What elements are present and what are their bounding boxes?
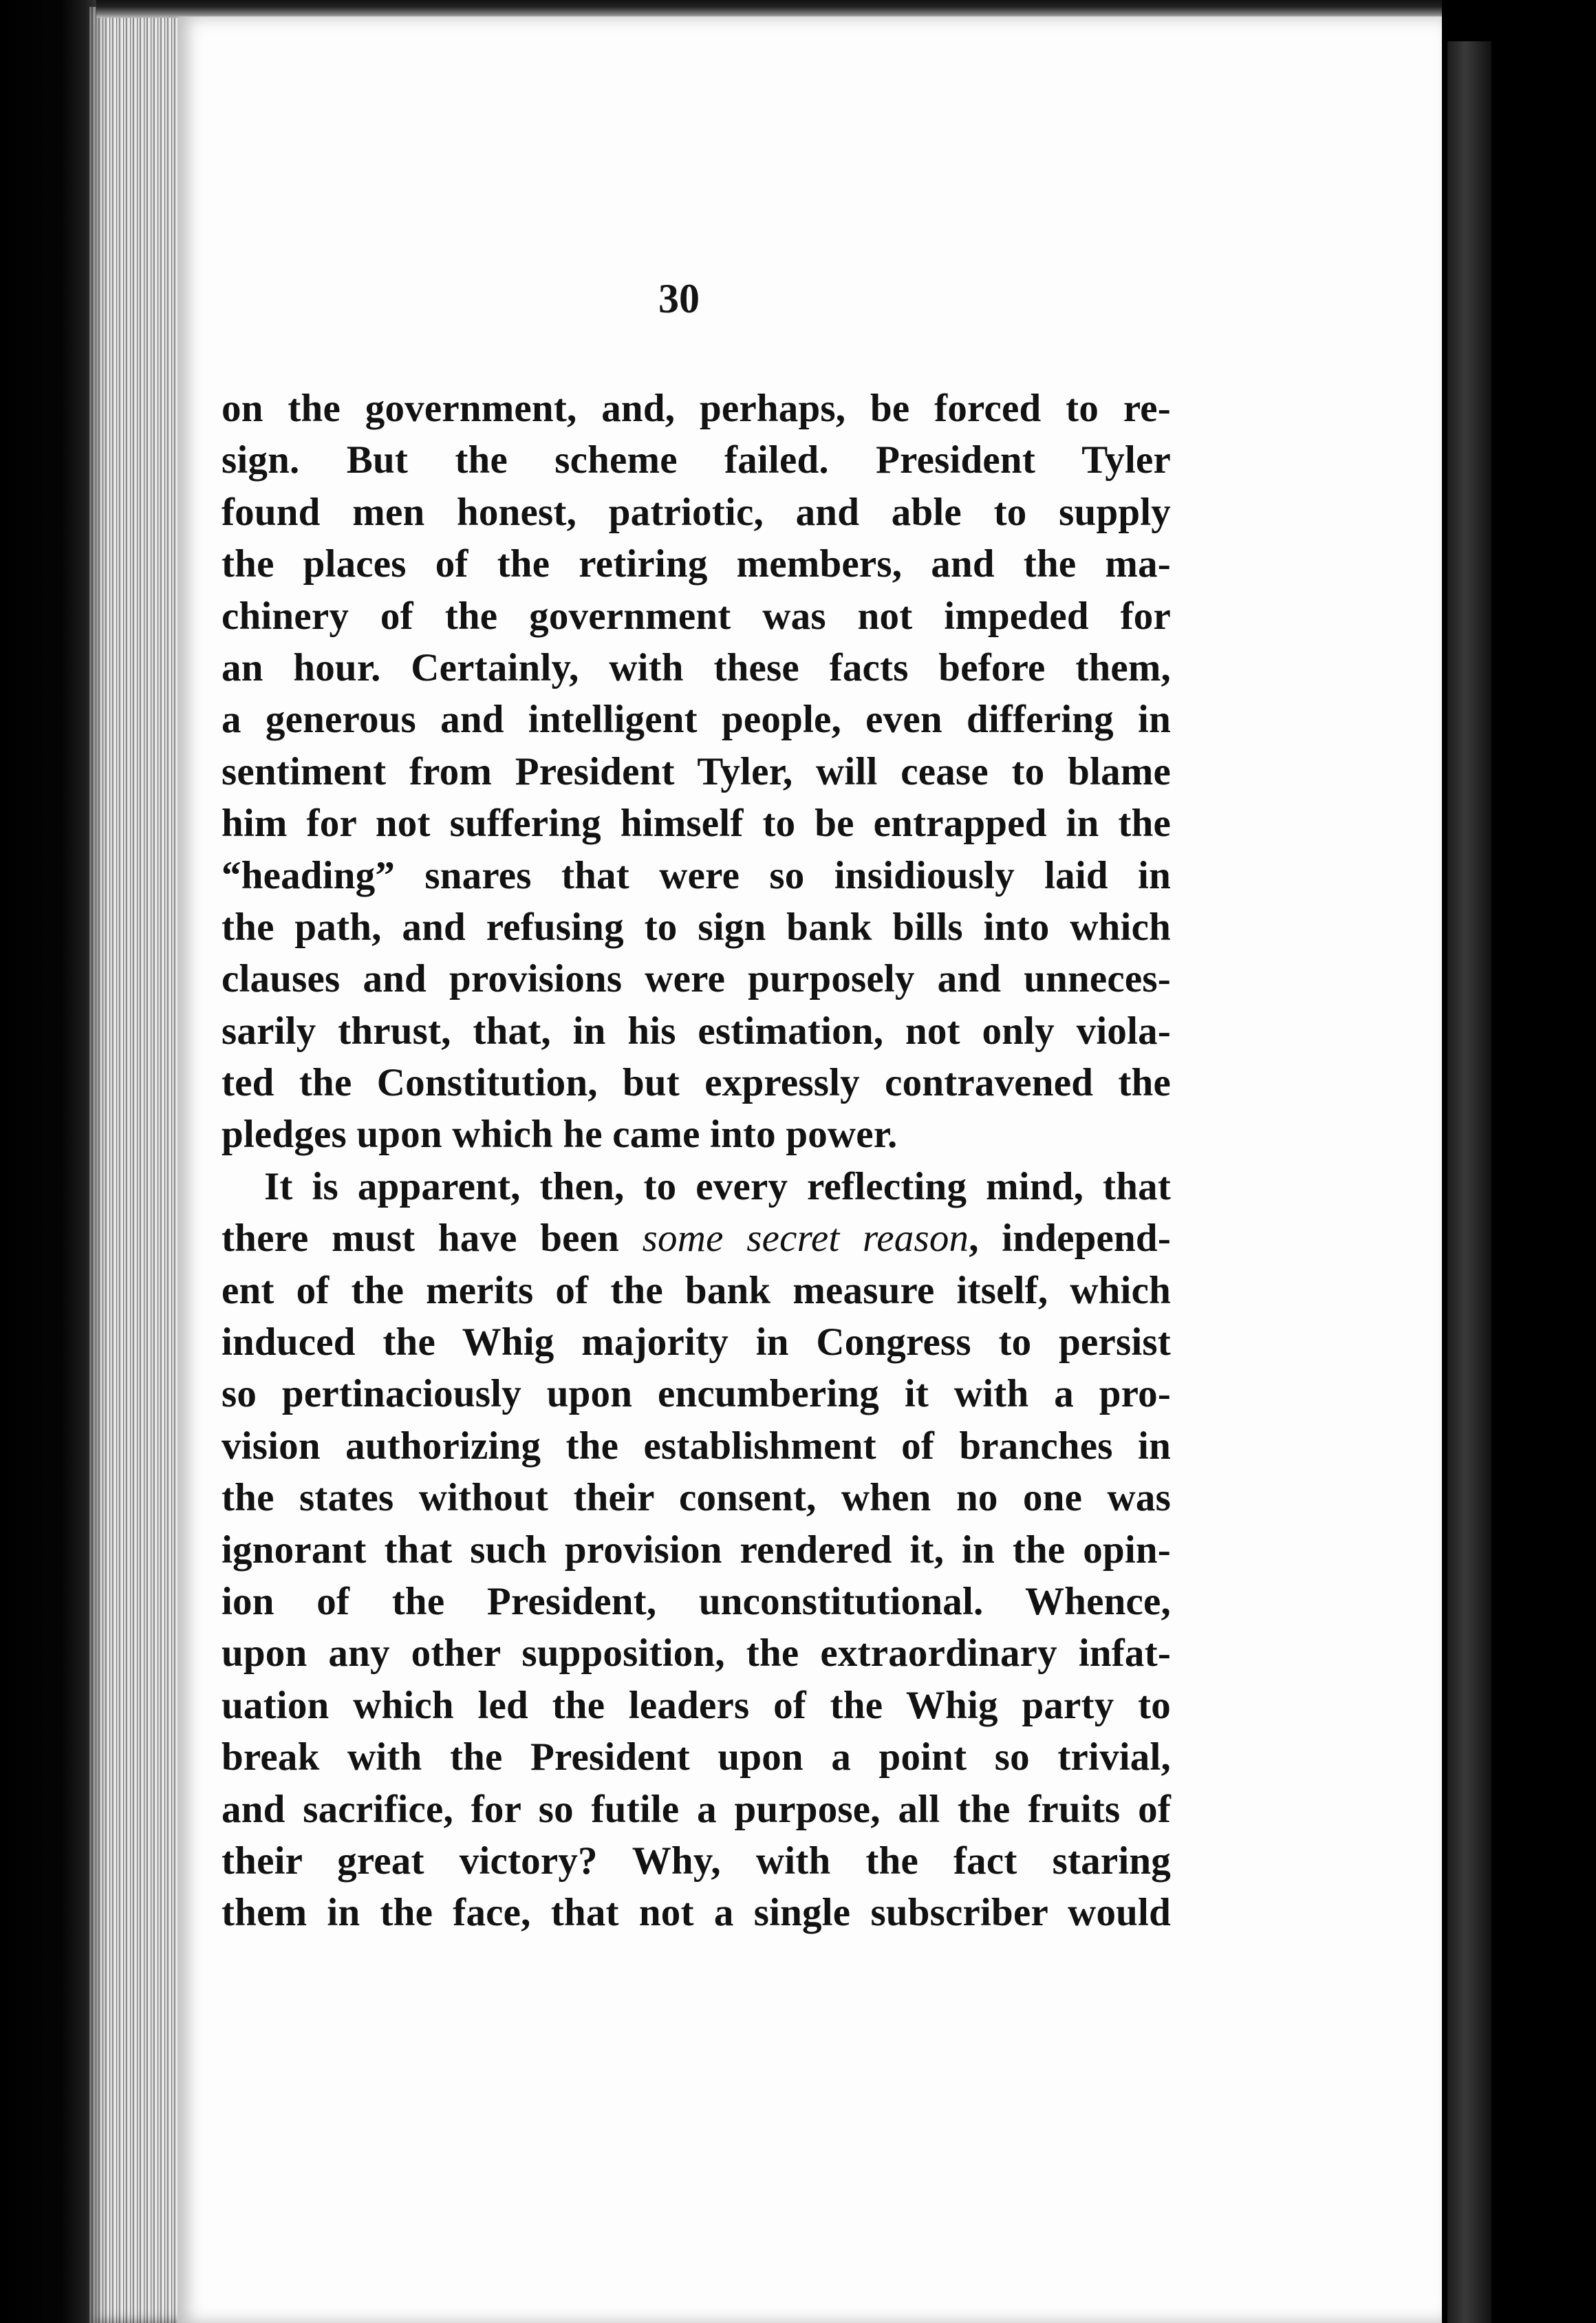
- book-gutter: [1447, 41, 1491, 2323]
- text-line: them in the face, that not a single subscriber would: [222, 1891, 1171, 1935]
- text-line: break with the President upon a point so trivial,: [222, 1735, 1171, 1779]
- scan-top-border: [96, 0, 1458, 18]
- text-line: sarily thrust, that, in his estimation, not only viola-: [222, 1009, 1171, 1053]
- text-line: vision authorizing the establishment of branches in: [222, 1424, 1171, 1468]
- italic-phrase: some secret reason: [642, 1217, 969, 1261]
- text-line: sentiment from President Tyler, will cease to blame: [222, 749, 1171, 793]
- text-segment: , independ-: [969, 1217, 1171, 1261]
- text-line: “heading” snares that were so insidiously laid in: [222, 853, 1171, 897]
- paragraph-1: [222, 383, 1171, 1161]
- paragraph-2: [222, 1161, 1171, 1939]
- text-line: a generous and intelligent people, even differing in: [222, 698, 1171, 742]
- text-line: chinery of the government was not impeded for: [222, 594, 1171, 638]
- text-line: uation which led the leaders of the Whig party to: [222, 1683, 1171, 1727]
- text-line: so pertinaciously upon encumbering it with a pro-: [222, 1372, 1171, 1416]
- text-line: ent of the merits of the bank measure itself, which: [222, 1268, 1171, 1312]
- text-line: It is apparent, then, to every reflecting mind, that: [264, 1164, 1171, 1208]
- text-line: clauses and provisions were purposely and unneces-: [222, 957, 1171, 1001]
- page-number: 30: [658, 276, 700, 321]
- text-line: him for not suffering himself to be entrapped in the: [222, 802, 1171, 846]
- text-line: ignorant that such provision rendered it, in the opin-: [222, 1528, 1171, 1572]
- text-line: the path, and refusing to sign bank bills into which: [222, 905, 1171, 949]
- text-line: an hour. Certainly, with these facts before them,: [222, 645, 1171, 689]
- text-line-with-italic: [222, 1212, 1171, 1264]
- text-line: induced the Whig majority in Congress to persist: [222, 1320, 1171, 1364]
- text-line: on the government, and, perhaps, be forced to re-: [222, 387, 1171, 430]
- text-line: sign. But the scheme failed. President Tyler: [222, 438, 1171, 482]
- text-line: ted the Constitution, but expressly contravened the: [222, 1061, 1171, 1105]
- text-line: and sacrifice, for so futile a purpose, all the fruits of: [222, 1787, 1171, 1831]
- text-line: found men honest, patriotic, and able to supply: [222, 490, 1171, 534]
- body-text: [222, 383, 1171, 1939]
- text-line: the states without their consent, when no one was: [222, 1476, 1171, 1520]
- book-page-edges: [89, 7, 186, 2323]
- text-line: pledges upon which he came into power.: [222, 1113, 898, 1157]
- text-line: their great victory? Why, with the fact staring: [222, 1839, 1171, 1883]
- text-segment: there must have been: [222, 1217, 643, 1261]
- text-line: ion of the President, unconstitutional. Whence,: [222, 1579, 1171, 1623]
- scan-margin-left: [0, 0, 96, 2323]
- text-line: upon any other supposition, the extraordinary infat-: [222, 1631, 1171, 1676]
- text-line: the places of the retiring members, and the ma-: [222, 542, 1171, 586]
